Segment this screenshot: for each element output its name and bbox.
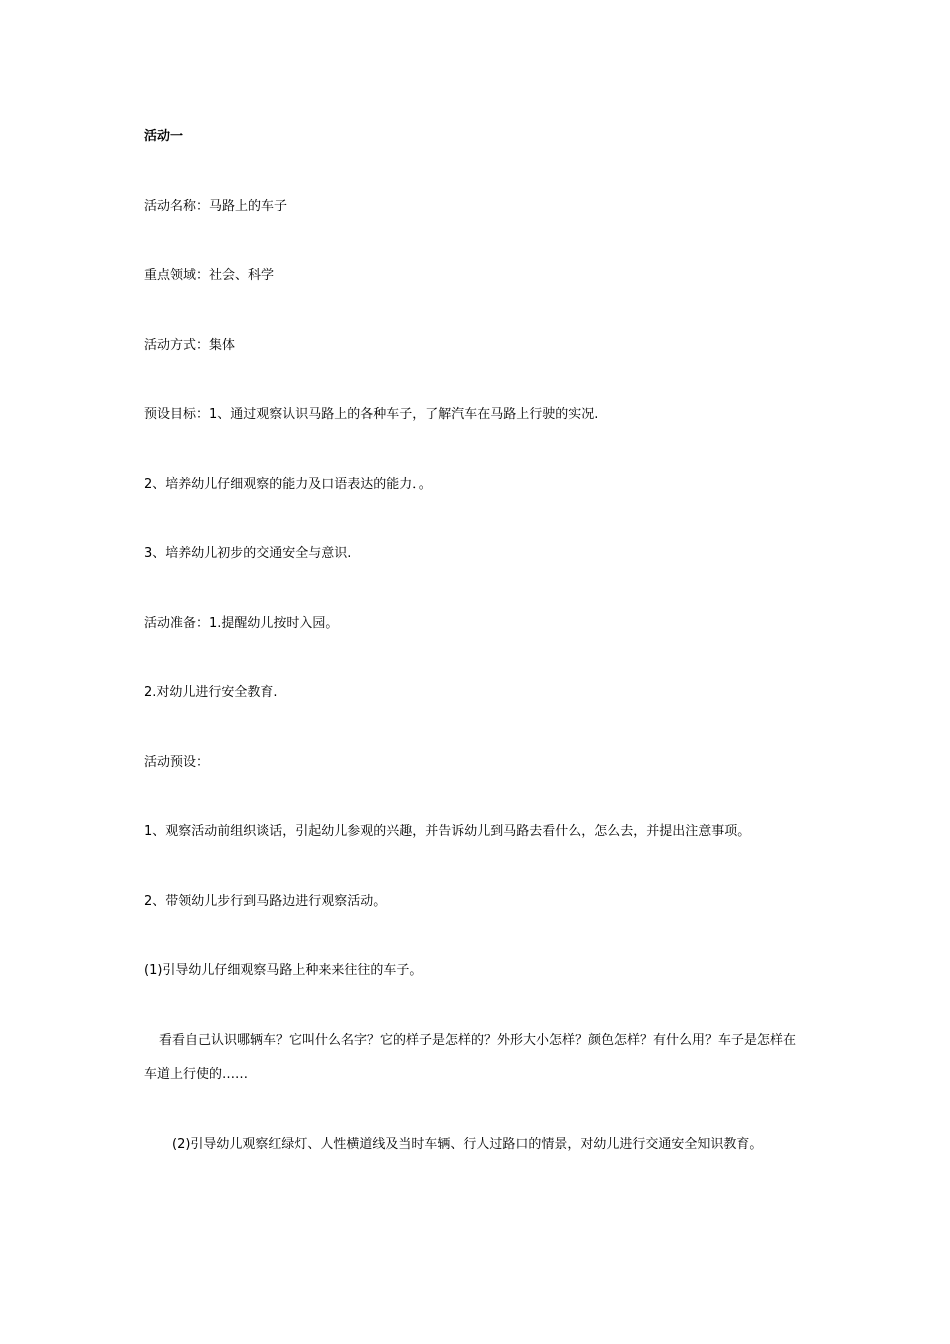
document-title: 活动一 [144,129,184,144]
goal-3-line: 3、培养幼儿初步的交通安全与意识. [144,546,352,561]
goal-1-line: 预设目标：1、通过观察认识马路上的各种车子，了解汽车在马路上行驶的实况. [144,407,599,422]
key-domain-line: 重点领域：社会、科学 [144,268,275,283]
observation-questions-paragraph: 看看自己认识哪辆车？它叫什么名字？它的样子是怎样的？外形大小怎样？颜色怎样？有什么用？车子是怎样在车道上行使的…… [144,1033,797,1082]
plan-step-2-line: 2、带领幼儿步行到马路边进行观察活动。 [144,894,387,909]
activity-name-line: 活动名称：马路上的车子 [144,199,288,214]
plan-step-1-line: 1、观察活动前组织谈话，引起幼儿参观的兴趣，并告诉幼儿到马路去看什么，怎么去，并提出注意事项。 [144,824,751,839]
preparation-2-line: 2.对幼儿进行安全教育. [144,685,278,700]
activity-method-line: 活动方式：集体 [144,338,236,353]
traffic-safety-paragraph: (2)引导幼儿观察红绿灯、人性横道线及当时车辆、行人过路口的情景，对幼儿进行交通安全知识教育。 [172,1137,763,1152]
activity-plan-heading: 活动预设： [144,755,210,770]
preparation-1-line: 活动准备：1.提醒幼儿按时入园。 [144,616,339,631]
plan-substep-1-line: (1)引导幼儿仔细观察马路上种来来往往的车子。 [144,963,423,978]
goal-2-line: 2、培养幼儿仔细观察的能力及口语表达的能力．。 [144,477,432,492]
